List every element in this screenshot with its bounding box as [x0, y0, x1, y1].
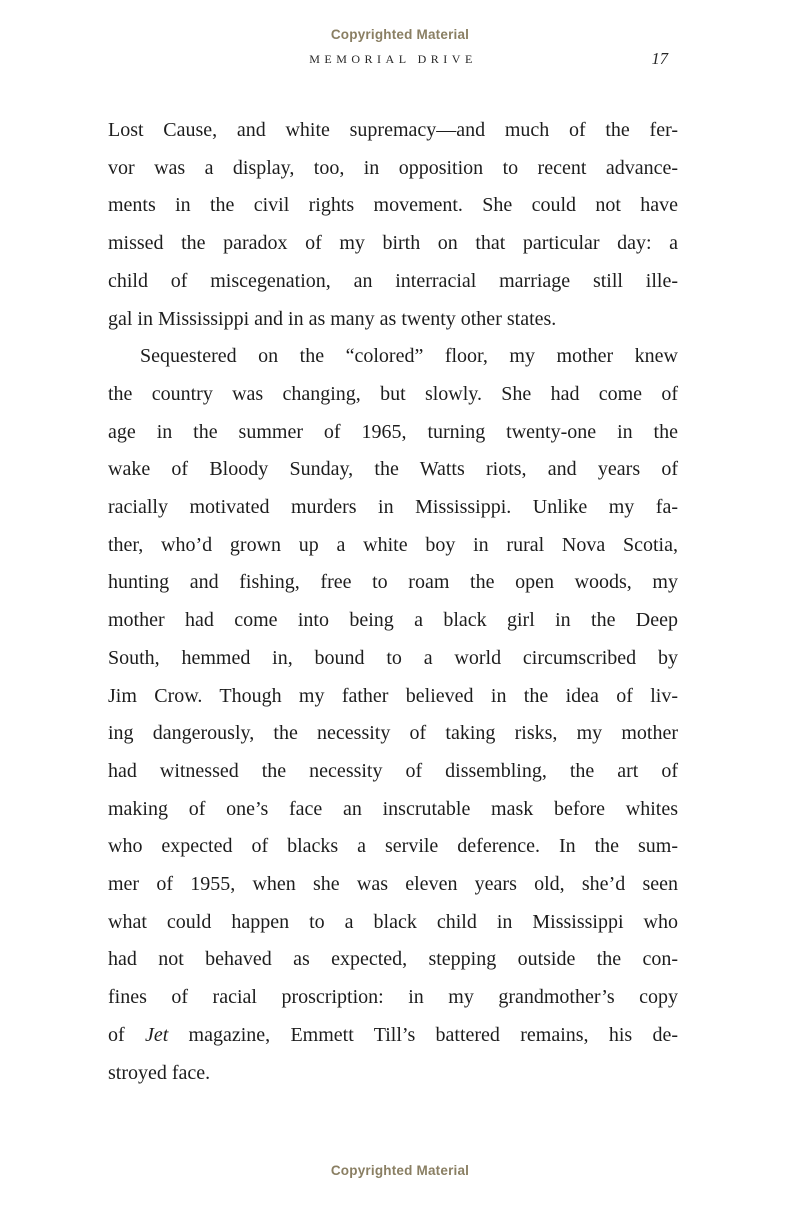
running-header [108, 49, 678, 74]
text-line: mer of 1955, when she was eleven years old, she’d seen [108, 873, 678, 896]
text-line: wake of Bloody Sunday, the Watts riots, and years of [108, 458, 678, 481]
text-line: age in the summer of 1965, turning twenty-one in the [108, 420, 678, 443]
text-line: the country was changing, but slowly. She had come of [108, 382, 678, 405]
text-line: what could happen to a black child in Mississippi who [108, 910, 678, 933]
text-line: of Jet magazine, Emmett Till’s battered remains, his de- [108, 1023, 678, 1046]
text-line: stroyed face. [108, 1061, 211, 1084]
text-line: Lost Cause, and white supremacy—and much of the fer- [108, 119, 678, 141]
text-line: fines of racial proscription: in my grandmother’s copy [108, 986, 678, 1009]
text-line: had witnessed the necessity of dissembling, the art of [108, 759, 678, 782]
running-title: MEMORIAL DRIVE [309, 52, 477, 66]
text-line: who expected of blacks a servile deference. In the sum- [108, 835, 678, 858]
text-line: child of miscegenation, an interracial marriage still ille- [108, 269, 678, 292]
text-line: Sequestered on the “colored” floor, my mother knew [140, 345, 678, 368]
text-line: ing dangerously, the necessity of taking risks, my mother [108, 722, 678, 745]
text-line: missed the paradox of my birth on that particular day: a [108, 232, 678, 255]
text-line: South, hemmed in, bound to a world circumscribed by [108, 646, 678, 669]
text-line: had not behaved as expected, stepping outside the con- [108, 948, 678, 971]
text-line: vor was a display, too, in opposition to recent advance- [108, 156, 678, 179]
page-number: 17 [651, 49, 668, 68]
text-line: racially motivated murders in Mississippi. Unlike my fa- [108, 496, 678, 519]
paragraph [108, 112, 678, 338]
text-line: gal in Mississippi and in as many as twenty other states. [108, 307, 557, 330]
body-text [108, 112, 678, 1092]
text-line: making of one’s face an inscrutable mask before whites [108, 797, 678, 820]
copyright-notice-bottom: Copyrighted Material [330, 1163, 470, 1178]
text-line: hunting and fishing, free to roam the open woods, my [108, 571, 678, 594]
copyright-notice-top: Copyrighted Material [330, 27, 470, 42]
paragraph [108, 338, 678, 1092]
text-line: Jim Crow. Though my father believed in the idea of liv- [108, 684, 678, 707]
text-line: ments in the civil rights movement. She could not have [108, 194, 678, 217]
text-line: mother had come into being a black girl in the Deep [108, 609, 678, 632]
text-line: ther, who’d grown up a white boy in rural Nova Scotia, [108, 533, 678, 556]
